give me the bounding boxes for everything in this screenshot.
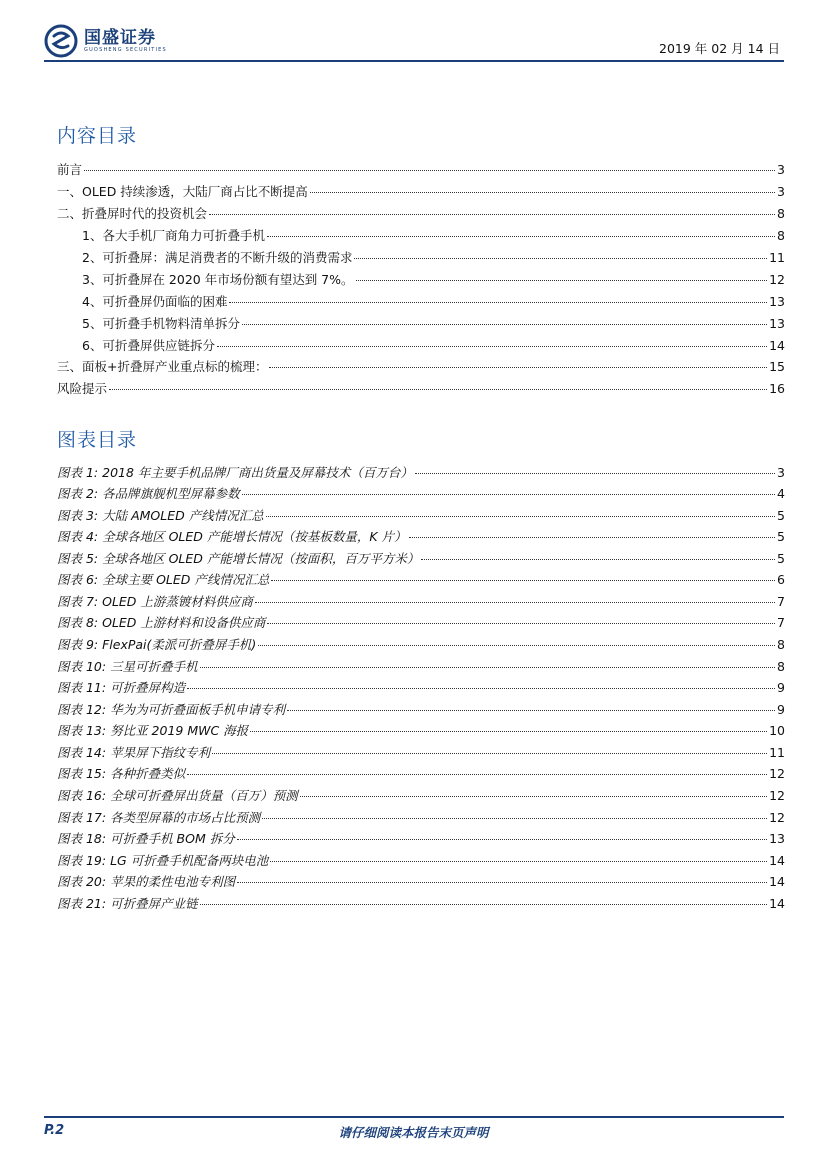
figure-entry-page: 14 bbox=[769, 874, 785, 889]
report-date: 2019 年 02 月 14 日 bbox=[659, 41, 780, 56]
toc-entry-label: 风险提示 bbox=[57, 381, 108, 396]
toc-entry-page: 12 bbox=[769, 272, 785, 287]
leader-dots bbox=[258, 644, 775, 646]
leader-dots bbox=[209, 213, 775, 215]
leader-dots bbox=[242, 493, 775, 495]
figure-entry[interactable] bbox=[57, 872, 785, 893]
figure-entry[interactable] bbox=[57, 527, 785, 548]
leader-dots bbox=[267, 622, 775, 624]
figure-entry-label: 图表 19: LG 可折叠手机配备两块电池 bbox=[57, 853, 269, 868]
figure-entry-label: 图表 9: FlexPai(柔派可折叠屏手机) bbox=[57, 637, 257, 652]
figure-entry-label: 图表 2: 各品牌旗舰机型屏幕参数 bbox=[57, 486, 240, 501]
logo-text-en: GUOSHENG SECURITIES bbox=[84, 46, 167, 53]
toc-entry-page: 14 bbox=[769, 338, 785, 353]
leader-dots bbox=[271, 579, 775, 581]
leader-dots bbox=[200, 666, 775, 668]
leader-dots bbox=[84, 169, 775, 171]
figure-entry-label: 图表 7: OLED 上游蒸镀材料供应商 bbox=[57, 594, 253, 609]
toc-entry-page: 15 bbox=[769, 359, 785, 374]
leader-dots bbox=[300, 795, 768, 797]
leader-dots bbox=[242, 323, 767, 325]
leader-dots bbox=[187, 687, 775, 689]
logo-text-cn: 国盛证券 bbox=[84, 27, 156, 48]
toc-title: 内容目录 bbox=[57, 125, 138, 147]
toc-entry[interactable] bbox=[57, 357, 785, 378]
figure-entry-label: 图表 12: 华为为可折叠面板手机申请专利 bbox=[57, 702, 286, 717]
toc-entry-label: 三、面板+折叠屏产业重点标的梳理： bbox=[57, 359, 268, 374]
figure-entry-page: 13 bbox=[769, 831, 785, 846]
figure-entry[interactable] bbox=[57, 786, 785, 807]
figure-entry[interactable] bbox=[57, 549, 785, 570]
figure-entry-label: 图表 4: 全球各地区 OLED 产能增长情况（按基板数量，K 片） bbox=[57, 529, 407, 544]
figure-entry-page: 12 bbox=[769, 788, 785, 803]
toc-subentry[interactable] bbox=[82, 226, 785, 247]
figure-entry[interactable] bbox=[57, 635, 785, 656]
leader-dots bbox=[270, 860, 767, 862]
figure-entry-page: 14 bbox=[769, 853, 785, 868]
toc-entry-label: 1、各大手机厂商角力可折叠手机 bbox=[82, 228, 265, 243]
leader-dots bbox=[200, 903, 768, 905]
figure-entry[interactable] bbox=[57, 570, 785, 591]
leader-dots bbox=[237, 838, 767, 840]
figure-entry[interactable] bbox=[57, 829, 785, 850]
figure-entry[interactable] bbox=[57, 657, 785, 678]
leader-dots bbox=[187, 773, 767, 775]
figure-entry-label: 图表 13: 努比亚 2019 MWC 海报 bbox=[57, 723, 249, 738]
toc-entry[interactable] bbox=[57, 204, 785, 225]
figure-entry-page: 5 bbox=[777, 551, 785, 566]
figure-entry-label: 图表 16: 全球可折叠屏出货量（百万）预测 bbox=[57, 788, 298, 803]
figure-entry-label: 图表 21: 可折叠屏产业链 bbox=[57, 896, 198, 911]
leader-dots bbox=[237, 881, 767, 883]
figure-entry-page: 9 bbox=[777, 680, 785, 695]
figure-entry-label: 图表 18: 可折叠手机 BOM 拆分 bbox=[57, 831, 235, 846]
toc-entry[interactable] bbox=[57, 160, 785, 181]
figure-entry-label: 图表 20: 苹果的柔性电池专利图 bbox=[57, 874, 236, 889]
toc-entry-label: 一、OLED 持续渗透，大陆厂商占比不断提高 bbox=[57, 184, 308, 199]
toc-entry-page: 8 bbox=[777, 228, 785, 243]
figure-entry-label: 图表 15: 各种折叠类似 bbox=[57, 766, 186, 781]
figure-entry-page: 8 bbox=[777, 637, 785, 652]
figure-entry-label: 图表 10: 三星可折叠手机 bbox=[57, 659, 198, 674]
leader-dots bbox=[250, 730, 767, 732]
toc-entry-label: 4、可折叠屏仍面临的困难 bbox=[82, 294, 228, 309]
toc-entry-label: 6、可折叠屏供应链拆分 bbox=[82, 338, 215, 353]
figure-entry-page: 10 bbox=[769, 723, 785, 738]
toc-entry[interactable] bbox=[57, 182, 785, 203]
figure-entry-page: 3 bbox=[777, 465, 785, 480]
figure-entry-page: 7 bbox=[777, 594, 785, 609]
footer-disclaimer: 请仔细阅读本报告末页声明 bbox=[338, 1125, 489, 1140]
figure-entry[interactable] bbox=[57, 613, 785, 634]
figure-entry-page: 5 bbox=[777, 529, 785, 544]
header-divider bbox=[44, 60, 784, 62]
figure-entry-page: 11 bbox=[769, 745, 785, 760]
figure-entry-page: 4 bbox=[777, 486, 785, 501]
toc-entry-page: 8 bbox=[777, 206, 785, 221]
toc-subentry[interactable] bbox=[82, 336, 785, 357]
logo-mark-icon bbox=[44, 24, 78, 58]
leader-dots bbox=[310, 191, 775, 193]
figure-entry[interactable] bbox=[57, 592, 785, 613]
figure-entry-label: 图表 11: 可折叠屏构造 bbox=[57, 680, 186, 695]
figure-entry-page: 7 bbox=[777, 615, 785, 630]
leader-dots bbox=[409, 536, 775, 538]
leader-dots bbox=[287, 709, 775, 711]
figures-title: 图表目录 bbox=[57, 429, 138, 451]
leader-dots bbox=[255, 601, 775, 603]
toc-subentry[interactable] bbox=[82, 292, 785, 313]
figure-entry[interactable] bbox=[57, 700, 785, 721]
figure-entry-page: 12 bbox=[769, 766, 785, 781]
leader-dots bbox=[421, 558, 775, 560]
toc-entry-page: 13 bbox=[769, 294, 785, 309]
figure-entry-page: 6 bbox=[777, 572, 785, 587]
toc-entry-label: 前言 bbox=[57, 162, 83, 177]
figure-entry-page: 8 bbox=[777, 659, 785, 674]
leader-dots bbox=[229, 301, 767, 303]
leader-dots bbox=[266, 515, 775, 517]
figure-entry[interactable] bbox=[57, 743, 785, 764]
figure-entry[interactable] bbox=[57, 678, 785, 699]
leader-dots bbox=[212, 752, 767, 754]
leader-dots bbox=[269, 366, 767, 368]
company-logo bbox=[44, 24, 167, 58]
toc-entry-page: 3 bbox=[777, 162, 785, 177]
figure-entry-page: 5 bbox=[777, 508, 785, 523]
figure-entry[interactable] bbox=[57, 894, 785, 915]
leader-dots bbox=[354, 257, 767, 259]
toc-subentry[interactable] bbox=[82, 248, 785, 269]
toc-entry-label: 2、可折叠屏：满足消费者的不断升级的消费需求 bbox=[82, 250, 353, 265]
toc-entry[interactable] bbox=[57, 379, 785, 400]
figure-entry[interactable] bbox=[57, 808, 785, 829]
figure-entry-page: 12 bbox=[769, 810, 785, 825]
toc-subentry[interactable] bbox=[82, 314, 785, 335]
figure-entry-label: 图表 5: 全球各地区 OLED 产能增长情况（按面积，百万平方米） bbox=[57, 551, 420, 566]
figure-entry-label: 图表 17: 各类型屏幕的市场占比预测 bbox=[57, 810, 261, 825]
page-number: P.2 bbox=[44, 1123, 65, 1138]
toc-entry-page: 3 bbox=[777, 184, 785, 199]
figure-entry[interactable] bbox=[57, 484, 785, 505]
figure-entry-page: 14 bbox=[769, 896, 785, 911]
leader-dots bbox=[356, 279, 768, 281]
figure-entry-label: 图表 8: OLED 上游材料和设备供应商 bbox=[57, 615, 266, 630]
toc-subentry[interactable] bbox=[82, 270, 785, 291]
toc-entry-page: 13 bbox=[769, 316, 785, 331]
toc-entry-page: 11 bbox=[769, 250, 785, 265]
leader-dots bbox=[109, 388, 767, 390]
toc-entry-label: 二、折叠屏时代的投资机会 bbox=[57, 206, 208, 221]
figure-entry[interactable] bbox=[57, 506, 785, 527]
figure-entry-label: 图表 3: 大陆 AMOLED 产线情况汇总 bbox=[57, 508, 264, 523]
leader-dots bbox=[267, 235, 775, 237]
figure-entry-page: 9 bbox=[777, 702, 785, 717]
toc-entry-label: 5、可折叠手机物料清单拆分 bbox=[82, 316, 240, 331]
leader-dots bbox=[217, 345, 767, 347]
figure-entry-label: 图表 14: 苹果屏下指纹专利 bbox=[57, 745, 211, 760]
figure-entry[interactable] bbox=[57, 851, 785, 872]
toc-entry-page: 16 bbox=[769, 381, 785, 396]
leader-dots bbox=[415, 472, 775, 474]
footer-divider bbox=[44, 1116, 784, 1118]
page-header bbox=[44, 22, 784, 62]
toc-entry-label: 3、可折叠屏在 2020 年市场份额有望达到 7%。 bbox=[82, 272, 354, 287]
figure-entry[interactable] bbox=[57, 721, 785, 742]
figure-entry-label: 图表 6: 全球主要 OLED 产线情况汇总 bbox=[57, 572, 270, 587]
figure-entry-label: 图表 1: 2018 年主要手机品牌厂商出货量及屏幕技术（百万台） bbox=[57, 465, 413, 480]
leader-dots bbox=[262, 817, 767, 819]
figure-entry[interactable] bbox=[57, 463, 785, 484]
figure-entry[interactable] bbox=[57, 764, 785, 785]
